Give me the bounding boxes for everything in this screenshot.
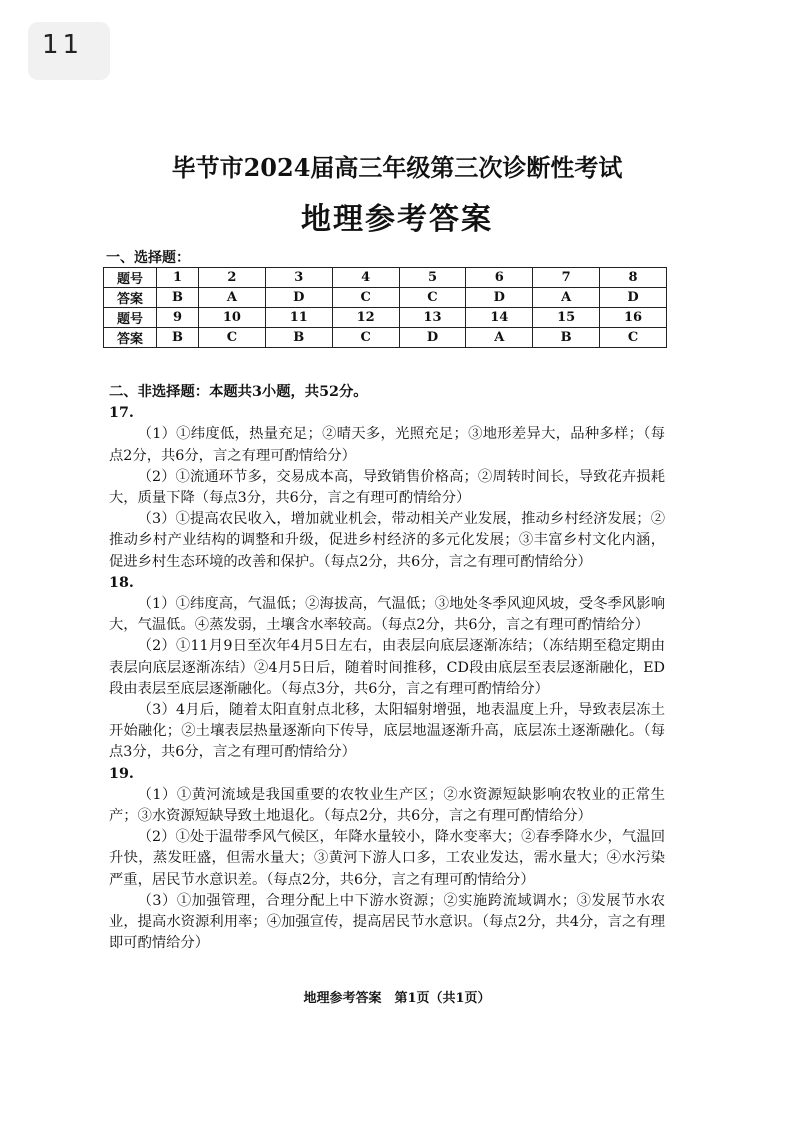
table-row (104, 328, 667, 348)
table-cell: B (533, 328, 600, 348)
table-cell: 13 (399, 308, 466, 328)
table-cell: B (157, 328, 199, 348)
table-cell: C (600, 328, 667, 348)
row-label: 题号 (104, 268, 157, 288)
table-cell: A (466, 328, 533, 348)
table-cell: 9 (157, 308, 199, 328)
table-cell: D (466, 288, 533, 308)
section2 (109, 382, 665, 954)
table-cell: 10 (199, 308, 266, 328)
table-cell: 4 (332, 268, 399, 288)
table-cell: A (533, 288, 600, 308)
answer-paragraph: （3）4月后，随着太阳直射点北移，太阳辐射增强，地表温度上升，导致表层冻土开始融化；②土壤表层热量逐渐向下传导，底层地温逐渐升高，底层冻土逐渐融化。（每点3分，共6分，言之有理可酌情给分） (109, 702, 665, 761)
table-row (104, 268, 667, 288)
table-cell: 16 (600, 308, 667, 328)
table-cell: A (199, 288, 266, 308)
table-cell: 14 (466, 308, 533, 328)
answer-paragraph: （3）①提高农民收入，增加就业机会，带动相关产业发展，推动乡村经济发展；②推动乡村产业结构的调整和升级，促进乡村经济的多元化发展；③丰富乡村文化内涵，促进乡村生态环境的改善和保护。（每点2分，共6分，言之有理可酌情给分） (109, 511, 665, 570)
answer-paragraph: （2）①处于温带季风气候区，年降水量较小，降水变率大；②春季降水少，气温回升快，蒸发旺盛，但需水量大；③黄河下游人口多，工农业发达，需水量大；④水污染严重，居民节水意识差。（每点2分，共6分，言之有理可酌情给分） (109, 829, 665, 888)
section1-heading: 一、选择题： (106, 250, 190, 266)
row-label: 题号 (104, 308, 157, 328)
section2-heading: 二、非选择题：本题共3小题，共52分。 (109, 384, 368, 400)
table-cell: B (157, 288, 199, 308)
table-cell: C (332, 328, 399, 348)
table-cell: D (265, 288, 332, 308)
row-label: 答案 (104, 288, 157, 308)
table-cell: C (399, 288, 466, 308)
answer-paragraph: （2）①流通环节多，交易成本高，导致销售价格高；②周转时间长，导致花卉损耗大，质量下降（每点3分，共6分，言之有理可酌情给分） (109, 468, 665, 507)
row-label: 答案 (104, 328, 157, 348)
table-cell: D (600, 288, 667, 308)
answer-paragraph: （1）①黄河流域是我国重要的农牧业生产区；②水资源短缺影响农牧业的正常生产；③水资源短缺导致土地退化。（每点2分，共6分，言之有理可酌情给分） (109, 786, 665, 825)
table-cell: 5 (399, 268, 466, 288)
table-cell: 3 (265, 268, 332, 288)
question-number: 19. (109, 765, 134, 782)
table-cell: 2 (199, 268, 266, 288)
page-footer: 地理参考答案 第1页（共1页） (303, 991, 491, 1006)
question-number: 17. (109, 405, 134, 422)
table-cell: 6 (466, 268, 533, 288)
answer-paragraph: （1）①纬度低，热量充足；②晴天多，光照充足；③地形差异大，品种多样；（每点2分，共6分，言之有理可酌情给分） (109, 426, 665, 464)
table-cell: C (199, 328, 266, 348)
question-number: 18. (109, 574, 134, 591)
table-cell: 11 (265, 308, 332, 328)
table-cell: D (399, 328, 466, 348)
document-subtitle: 地理参考答案 (301, 202, 493, 237)
answer-paragraph: （2）①11月9日至次年4月5日左右，由表层向底层逐渐冻结；（冻结期至稳定期由表层向底层逐渐冻结）②4月5日后，随着时间推移，CD段由底层至表层逐渐融化，ED段由表层至底层逐渐融化。（每点3分，共6分，言之有理可酌情给分） (109, 638, 665, 697)
table-row (104, 308, 667, 328)
page-number-label: 11 (42, 30, 84, 60)
exam-title: 毕节市2024届高三年级第三次诊断性考试 (171, 153, 623, 182)
table-cell: B (265, 328, 332, 348)
answer-paragraph: （3）①加强管理，合理分配上中下游水资源；②实施跨流域调水；③发展节水农业，提高水资源利用率；④加强宣传，提高居民节水意识。（每点2分，共4分，言之有理即可酌情给分） (109, 892, 665, 952)
table-cell: 7 (533, 268, 600, 288)
table-cell: 12 (332, 308, 399, 328)
answer-paragraph: （1）①纬度高，气温低；②海拔高，气温低；③地处冬季风迎风坡，受冬季风影响大，气温低。④蒸发弱，土壤含水率较高。（每点2分，共6分，言之有理可酌情给分） (109, 596, 665, 634)
table-cell: C (332, 288, 399, 308)
table-row (104, 288, 667, 308)
table-cell: 1 (157, 268, 199, 288)
page-number-tag (28, 22, 110, 80)
table-cell: 15 (533, 308, 600, 328)
table-cell: 8 (600, 268, 667, 288)
answer-table (103, 267, 667, 348)
